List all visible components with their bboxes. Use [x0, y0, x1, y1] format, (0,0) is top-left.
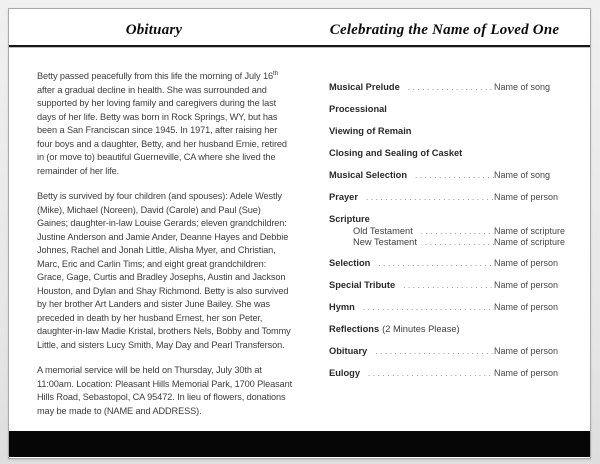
- dotted-leader: [370, 259, 494, 268]
- dotted-leader: [395, 281, 494, 290]
- service-item-label: Hymn: [329, 302, 355, 312]
- obituary-paragraph-2: Betty is survived by four children (and spouses): Adele Westly (Mike), Michael (Noreen), David (Carole) and Paul (Sue) Gaines; daughter-in-law Louise Gerards; eleven grandchildren: Justine Anderson and Jamie Ander, Deanne Hayes and Debbie Johnes, Rachel and Jonah Little, Alisha Myer, and Christian, Marc, Eric and Carlin Tims; and eight great grandchildren: Grace, Gage, Curtis and Bradley Josephs, Austin and Jackson Houston, and Dylan and Shay Richmond. Betty is also survived by her brother Art Landers and sister June Bailey. She was preceded in death by her husband Ernest, her son Peter, daughter-in-law Madie Kristal, brothers Nels, Bobby and Tommy Little, and sisters Lucy Smith, May Day and Pearl Transferson.: [37, 191, 291, 350]
- service-item-value: Name of person: [494, 192, 559, 202]
- header-divider-line: [9, 45, 590, 47]
- scripture-sub-items: [329, 226, 569, 248]
- service-item-special-tribute: [329, 280, 569, 292]
- dotted-leader: [407, 171, 494, 180]
- dotted-leader: [417, 238, 494, 247]
- dotted-leader: [400, 83, 494, 92]
- dotted-leader: [360, 369, 494, 378]
- service-item-prayer: [329, 192, 569, 204]
- service-item-musical-selection: [329, 170, 569, 182]
- order-of-service-column: [329, 82, 569, 390]
- service-item-value: Name of person: [494, 368, 559, 378]
- service-item-obituary: [329, 346, 569, 358]
- funeral-program-page: [8, 8, 591, 459]
- service-item-value: Name of song: [494, 82, 551, 92]
- service-subitem-value: Name of scripture: [494, 226, 566, 236]
- service-item-hymn: [329, 302, 569, 314]
- obituary-paragraph-1: [37, 70, 293, 178]
- dotted-leader: [367, 347, 494, 356]
- service-item-label: Processional: [329, 104, 387, 114]
- service-item-value: Name of person: [494, 302, 559, 312]
- obituary-text-column: [37, 70, 293, 430]
- service-item-label: Reflections: [329, 324, 380, 334]
- service-subitem-old-testament: [329, 226, 569, 237]
- service-item-label: Closing and Sealing of Casket: [329, 148, 463, 158]
- dotted-leader: [413, 227, 494, 236]
- service-item-value: Name of person: [494, 280, 559, 290]
- service-item-label: Musical Selection: [329, 170, 408, 180]
- obituary-paragraph-1-continued: after a gradual decline in health. She was surrounded and supported by her loving family and caregivers during the last days of her life. Betty was born in Rock Springs, WY, but has been a San Franciscan since 1945. In 1971, after raising her four boys and a daughter, Betty, and her husband Ernie, retired in (or move to) beautiful Guerneville, CA where she lived the remainder of her life.: [37, 84, 287, 176]
- service-item-note: (2 Minutes Please): [382, 324, 460, 334]
- obituary-paragraph-1-text: Betty passed peacefully from this life the morning of July 16: [37, 71, 273, 81]
- service-item-label: Viewing of Remain: [329, 126, 412, 136]
- service-item-viewing-of-remain: [329, 126, 569, 138]
- service-item-label: Musical Prelude: [329, 82, 400, 92]
- service-item-reflections: [329, 324, 569, 336]
- service-item-selection: [329, 258, 569, 270]
- service-item-label: Prayer: [329, 192, 358, 202]
- service-subitem-label: Old Testament: [353, 226, 413, 236]
- service-item-eulogy: [329, 368, 569, 380]
- service-item-label: Selection: [329, 258, 371, 268]
- service-item-closing-and-sealing: [329, 148, 569, 160]
- bottom-black-bar: [9, 431, 590, 457]
- service-item-value: Name of person: [494, 258, 559, 268]
- service-subitem-value: Name of scripture: [494, 237, 566, 247]
- obituary-panel-title: Obituary: [125, 22, 183, 38]
- dotted-leader: [358, 193, 494, 202]
- service-item-value: Name of song: [494, 170, 551, 180]
- service-subitem-label: New Testament: [353, 237, 417, 247]
- date-ordinal-superscript: th: [272, 69, 279, 77]
- service-item-label: Scripture: [329, 214, 370, 224]
- service-item-value: Name of person: [494, 346, 559, 356]
- service-item-label: Obituary: [329, 346, 368, 356]
- service-item-musical-prelude: [329, 82, 569, 94]
- service-item-label: Special Tribute: [329, 280, 396, 290]
- celebration-panel-title: Celebrating the Name of Loved One: [329, 22, 560, 38]
- service-item-scripture: [329, 214, 569, 226]
- service-item-label: Eulogy: [329, 368, 360, 378]
- dotted-leader: [355, 303, 494, 312]
- service-subitem-new-testament: [329, 237, 569, 248]
- obituary-paragraph-3: A memorial service will be held on Thursday, July 30th at 11:00am. Location: Pleasant Hills Memorial Park, 1700 Pleasant Hills Road, Sebastopol, CA 95472. In lieu of flowers, donations may be made to (NAME and ADDRESS).: [37, 365, 293, 416]
- service-item-processional: [329, 104, 569, 116]
